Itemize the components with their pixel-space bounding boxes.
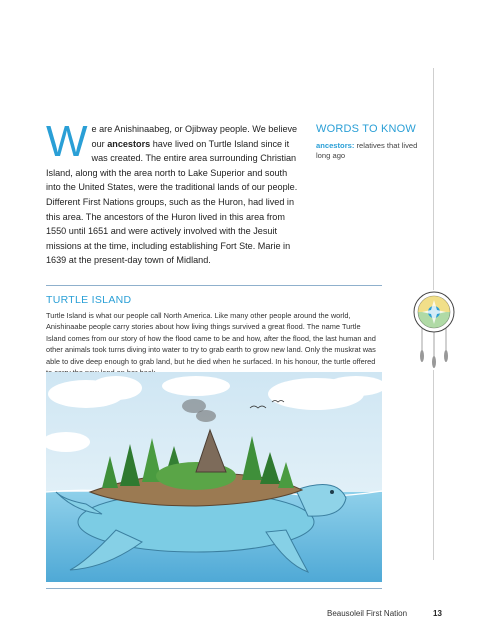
section-body: Turtle Island is what our people call North America. Like many other people around the world, Anishinaabe people carry stories about how living things survived a great flood. The name Turtle Island comes from our story of how the flood came to be and how, after the flood, the last human and other animals took turns diving into water to try to grab earth to grow new land. Only the muskrat was able to dive deep enough to grab land, but he died when he surfaced. In his honour, the turtle offered [46,311,376,366]
section-title: TURTLE ISLAND [46,294,132,306]
turtle-island-illustration [46,372,382,582]
intro-text-2: have lived on Turtle Island since it was created. The entire area surrounding Christian Island, along with the area north to Lake Superior and south into the United States, were the traditional lands of our people. Different First Nations groups, such as the Huron, had lived in this area. The ancestors of the Huron lived in this area from 1550 until 1651 and were actively involved with the Jesuit missions at the time, including establishing Fort Ste. Marie in 1639 at the present-day town of Midland. [46,138,298,266]
words-to-know-definition [316,141,426,161]
glossary-term: ancestors: [316,141,355,150]
margin-line-bottom [433,370,434,560]
margin-line-top [433,68,434,290]
intro-paragraph [46,117,298,268]
page-number: 13 [433,609,442,618]
drop-cap: W [46,117,88,166]
dreamcatcher-icon [412,290,456,370]
glossary-definition: relatives that lived long ago [316,141,418,160]
section-divider-top [46,285,382,286]
intro-text-1: e are Anishinaabeg, or Ojibway people. We believe our [91,124,298,149]
footer-source: Beausoleil First Nation [327,609,408,618]
words-to-know-title: WORDS TO KNOW [316,123,416,135]
intro-bold-term: ancestors [107,138,151,149]
section-divider-bottom [46,588,382,589]
